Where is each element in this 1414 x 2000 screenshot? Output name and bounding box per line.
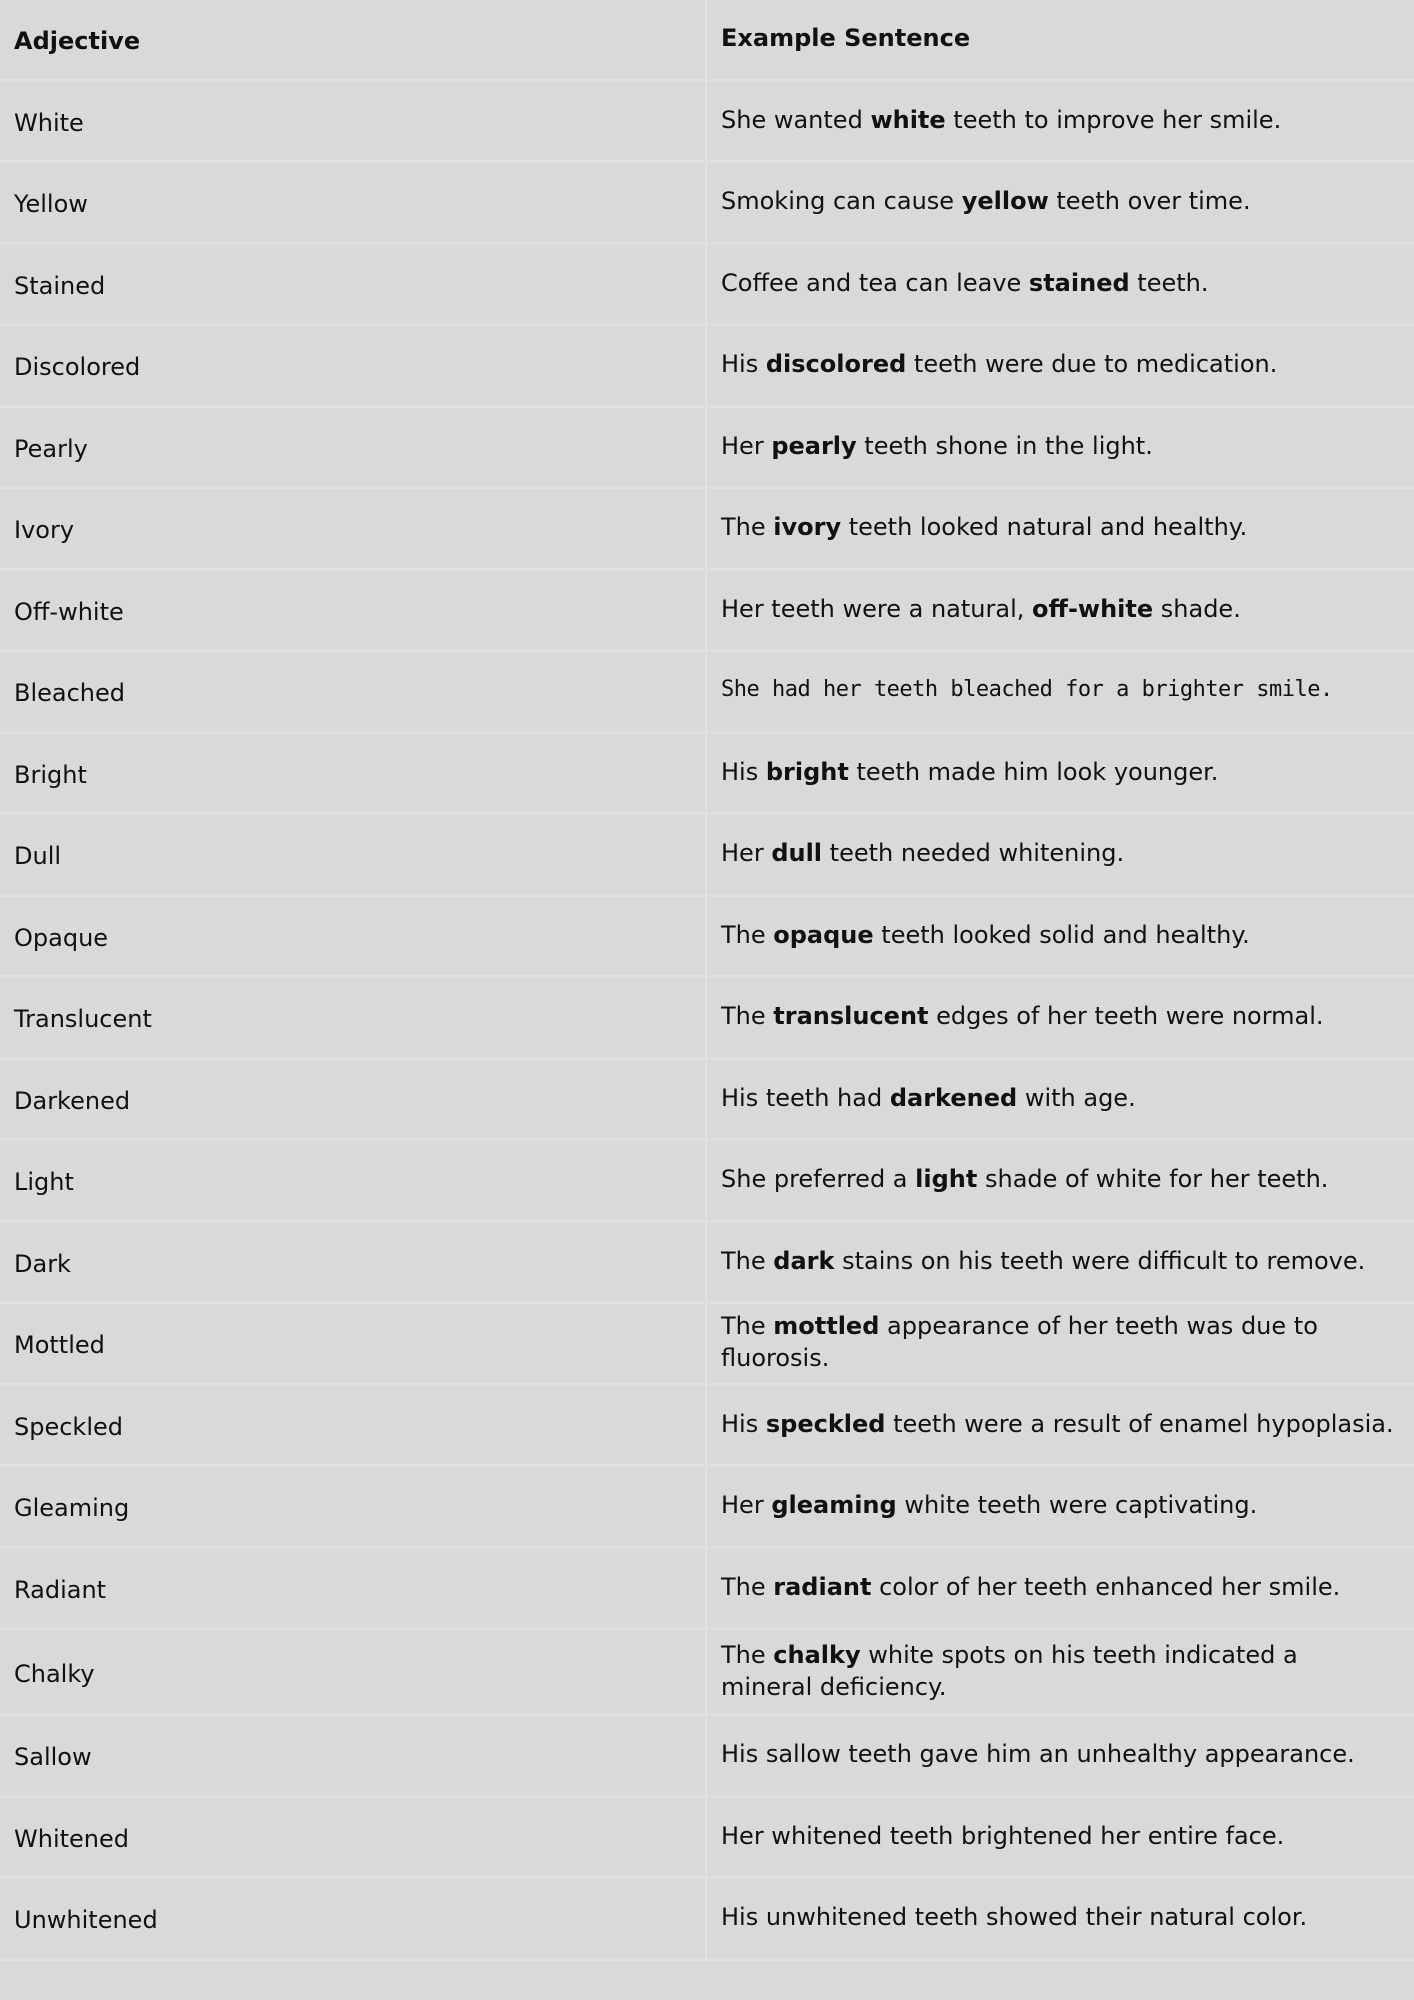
adjective-cell: Light [0, 1141, 707, 1220]
sentence-pre: His [721, 1409, 766, 1438]
sentence-pre: Coffee and tea can leave [721, 268, 1029, 297]
sentence-pre: Her [721, 431, 772, 460]
table-row [0, 571, 1414, 653]
sentence-post: teeth shone in the light. [856, 431, 1153, 460]
adjective-cell: Dull [0, 815, 707, 894]
sentence-post: stains on his teeth were difficult to remove. [834, 1246, 1366, 1275]
adjective-cell: Darkened [0, 1060, 707, 1139]
table-row [0, 1223, 1414, 1305]
sentence-post: appearance of her teeth was due to fluorosis. [721, 1312, 1318, 1373]
table-row [0, 1716, 1414, 1798]
example-sentence-cell [707, 1304, 1414, 1383]
adjective-cell: Gleaming [0, 1467, 707, 1546]
sentence-post: teeth looked natural and healthy. [841, 513, 1248, 542]
table-row [0, 652, 1414, 734]
table-row [0, 163, 1414, 245]
sentence-adjective: bright [765, 757, 849, 786]
adjective-cell: Unwhitened [0, 1879, 707, 1958]
sentence-post: with age. [1017, 1083, 1136, 1112]
table-row [0, 408, 1414, 490]
example-sentence-cell [707, 163, 1414, 242]
sentence-adjective: ivory [773, 513, 842, 542]
sentence-post: teeth over time. [1048, 187, 1251, 216]
table-row [0, 1141, 1414, 1223]
example-sentence-cell [707, 82, 1414, 161]
table-row [0, 1304, 1414, 1386]
sentence-pre: The [721, 920, 774, 949]
sentence-adjective: darkened [889, 1083, 1018, 1112]
sentence-adjective: stained [1028, 268, 1130, 297]
table-row [0, 1879, 1414, 1961]
sentence-pre: Her teeth were a natural, [721, 594, 1033, 623]
sentence-pre: Smoking can cause [721, 187, 962, 216]
sentence-pre: His unwhitened teeth showed their natural color. [721, 1903, 1308, 1932]
sentence-pre: His teeth had [721, 1083, 890, 1112]
adjective-cell: Radiant [0, 1549, 707, 1628]
example-sentence-cell [707, 978, 1414, 1057]
example-sentence-cell [707, 652, 1414, 731]
sentence-post: teeth. [1129, 268, 1209, 297]
table-row [0, 897, 1414, 979]
sentence-pre: The [721, 1246, 774, 1275]
sentence-pre: The [721, 1002, 774, 1031]
table-row [0, 734, 1414, 816]
sentence-pre: She had her teeth bleached for a brighter smile. [721, 677, 1333, 703]
adjective-cell: White [0, 82, 707, 161]
sentence-adjective: opaque [773, 920, 874, 949]
sentence-pre: Her [721, 839, 772, 868]
sentence-post: edges of her teeth were normal. [928, 1002, 1324, 1031]
sentence-post: teeth looked solid and healthy. [873, 920, 1250, 949]
example-sentence-cell [707, 1549, 1414, 1628]
sentence-post: color of her teeth enhanced her smile. [871, 1572, 1341, 1601]
example-sentence-cell [707, 1467, 1414, 1546]
example-sentence-cell [707, 897, 1414, 976]
sentence-adjective: translucent [773, 1002, 929, 1031]
sentence-post: shade of white for her teeth. [977, 1165, 1329, 1194]
example-sentence-cell [707, 245, 1414, 324]
adjective-cell: Bright [0, 734, 707, 813]
table-header-row [0, 0, 1414, 82]
example-sentence-cell [707, 815, 1414, 894]
sentence-post: teeth to improve her smile. [945, 105, 1282, 134]
sentence-post: teeth needed whitening. [822, 839, 1125, 868]
header-adjective: Adjective [0, 0, 707, 79]
sentence-pre: She preferred a [721, 1165, 916, 1194]
sentence-adjective: dark [773, 1246, 835, 1275]
sentence-post: white spots on his teeth indicated a mineral deficiency. [721, 1640, 1298, 1701]
example-sentence-cell [707, 1223, 1414, 1302]
sentence-adjective: chalky [773, 1640, 861, 1669]
adjective-cell: Translucent [0, 978, 707, 1057]
sentence-pre: His [721, 350, 766, 379]
table-row [0, 1630, 1414, 1716]
table-row [0, 489, 1414, 571]
adjective-cell: Opaque [0, 897, 707, 976]
sentence-post: white teeth were captivating. [896, 1491, 1258, 1520]
adjective-cell: Discolored [0, 326, 707, 405]
table-row [0, 1467, 1414, 1549]
sentence-pre: The [721, 1312, 774, 1341]
adjective-cell: Yellow [0, 163, 707, 242]
sentence-post: shade. [1153, 594, 1241, 623]
adjective-cell: Speckled [0, 1386, 707, 1465]
table-row [0, 82, 1414, 164]
header-example-sentence: Example Sentence [721, 24, 971, 53]
table-row [0, 815, 1414, 897]
example-sentence-cell [707, 1879, 1414, 1958]
sentence-adjective: discolored [765, 350, 907, 379]
example-sentence-cell [707, 1630, 1414, 1713]
sentence-adjective: radiant [773, 1572, 872, 1601]
sentence-adjective: mottled [773, 1312, 880, 1341]
example-sentence-cell [707, 1141, 1414, 1220]
sentence-pre: The [721, 513, 774, 542]
sentence-adjective: light [915, 1165, 978, 1194]
adjective-cell: Bleached [0, 652, 707, 731]
adjective-cell: Mottled [0, 1304, 707, 1383]
example-sentence-cell [707, 734, 1414, 813]
sentence-pre: His [721, 757, 766, 786]
sentence-pre: The [721, 1572, 774, 1601]
example-sentence-cell [707, 1060, 1414, 1139]
sentence-post: teeth made him look younger. [848, 757, 1219, 786]
table-row [0, 326, 1414, 408]
sentence-adjective: yellow [961, 187, 1049, 216]
example-sentence-cell [707, 1716, 1414, 1795]
adjective-cell: Pearly [0, 408, 707, 487]
example-sentence-cell [707, 326, 1414, 405]
sentence-adjective: white [870, 105, 946, 134]
sentence-adjective: pearly [771, 431, 857, 460]
example-sentence-cell [707, 571, 1414, 650]
sentence-pre: Her whitened teeth brightened her entire face. [721, 1821, 1285, 1850]
table-row [0, 1798, 1414, 1880]
sentence-pre: She wanted [721, 105, 871, 134]
adjective-cell: Stained [0, 245, 707, 324]
adjective-cell: Ivory [0, 489, 707, 568]
sentence-adjective: dull [771, 839, 823, 868]
sentence-pre: His sallow teeth gave him an unhealthy appearance. [721, 1740, 1355, 1769]
example-sentence-cell [707, 1386, 1414, 1465]
table-row [0, 245, 1414, 327]
example-sentence-cell [707, 489, 1414, 568]
sentence-adjective: gleaming [771, 1491, 897, 1520]
table-row [0, 978, 1414, 1060]
sentence-pre: The [721, 1640, 774, 1669]
adjective-cell: Sallow [0, 1716, 707, 1795]
sentence-post: teeth were due to medication. [906, 350, 1278, 379]
sentence-post: teeth were a result of enamel hypoplasia. [885, 1409, 1394, 1438]
example-sentence-cell [707, 408, 1414, 487]
table-row [0, 1549, 1414, 1631]
table-row [0, 1060, 1414, 1142]
sentence-pre: Her [721, 1491, 772, 1520]
adjective-cell: Chalky [0, 1630, 707, 1713]
sentence-adjective: off-white [1032, 594, 1154, 623]
adjective-cell: Dark [0, 1223, 707, 1302]
example-sentence-cell [707, 1798, 1414, 1877]
sentence-adjective: speckled [765, 1409, 886, 1438]
adjective-cell: Whitened [0, 1798, 707, 1877]
table-row [0, 1386, 1414, 1468]
adjective-cell: Off-white [0, 571, 707, 650]
